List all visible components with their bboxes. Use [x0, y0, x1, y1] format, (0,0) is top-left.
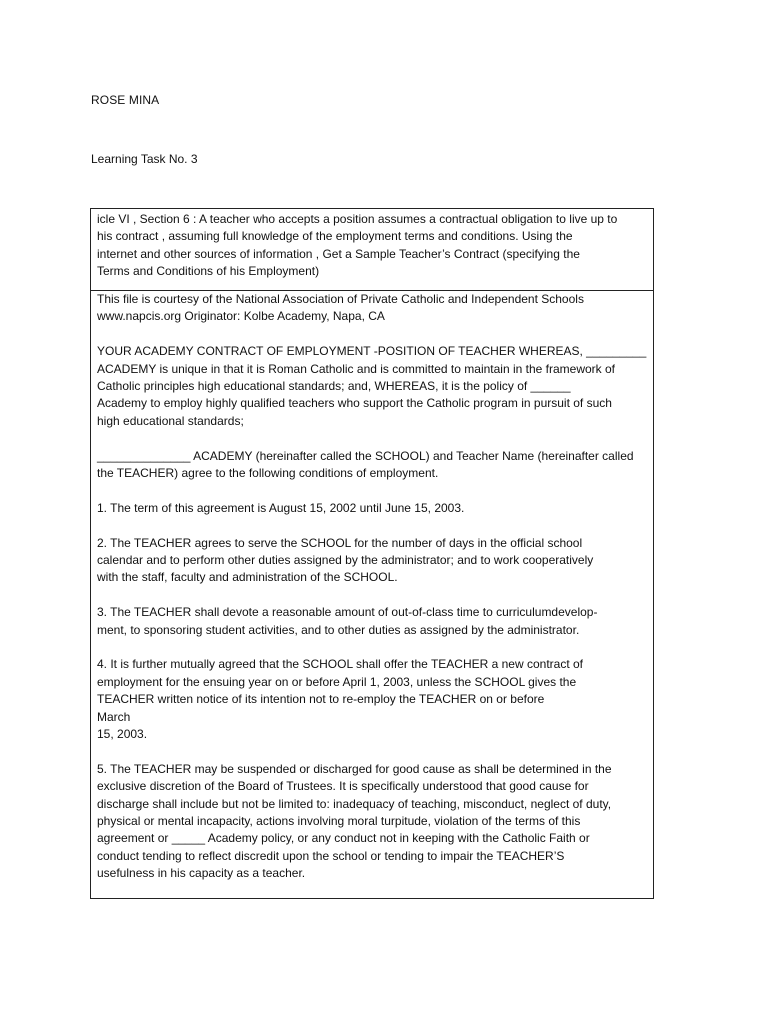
clause-line: 15, 2003. [97, 727, 148, 742]
source-paragraph [97, 291, 647, 326]
parties-paragraph [97, 448, 647, 483]
prompt-line: internet and other sources of information , Get a Sample Teacher’s Contract (specifying the [97, 246, 580, 261]
whereas-line: ACADEMY is unique in that it is Roman Catholic and is committed to maintain in the framework of [97, 361, 616, 376]
clause-line: discharge shall include but not be limited to: inadequacy of teaching, misconduct, neglect of duty, [97, 796, 612, 811]
clause-1 [97, 500, 647, 517]
clause-line: with the staff, faculty and administration of the SCHOOL. [97, 570, 398, 585]
clause-line: 3. The TEACHER shall devote a reasonable amount of out-of-class time to curriculumdevelop- [97, 605, 598, 620]
clause-4 [97, 656, 647, 743]
clause-line: usefulness in his capacity as a teacher. [97, 866, 306, 881]
clause-line: ment, to sponsoring student activities, and to other duties as assigned by the administrator. [97, 622, 580, 637]
clause-line: conduct tending to reflect discredit upon the school or tending to impair the TEACHER’S [97, 848, 565, 863]
prompt-cell [91, 209, 653, 291]
whereas-line: YOUR ACADEMY CONTRACT OF EMPLOYMENT -POSITION OF TEACHER WHEREAS, _________ [97, 344, 647, 359]
assignment-table [90, 208, 654, 899]
task-title: Learning Task No. 3 [91, 152, 198, 166]
clause-line: 1. The term of this agreement is August 15, 2002 until June 15, 2003. [97, 500, 465, 515]
author-name: ROSE MINA [91, 93, 160, 107]
source-line: www.napcis.org Originator: Kolbe Academy, Napa, CA [97, 309, 385, 324]
whereas-paragraph [97, 343, 647, 430]
clause-line: exclusive discretion of the Board of Trustees. It is specifically understood that good cause for [97, 779, 589, 794]
clause-line: calendar and to perform other duties assigned by the administrator; and to work cooperatively [97, 553, 594, 568]
prompt-line: his contract , assuming full knowledge of the employment terms and conditions. Using the [97, 229, 573, 244]
clause-line: employment for the ensuing year on or before April 1, 2003, unless the SCHOOL gives the [97, 674, 577, 689]
clause-line: March [97, 709, 131, 724]
whereas-line: Catholic principles high educational standards; and, WHEREAS, it is the policy of ______ [97, 379, 571, 394]
contract-cell [91, 291, 653, 883]
parties-line: the TEACHER) agree to the following conditions of employment. [97, 466, 439, 481]
source-line: This file is courtesy of the National Association of Private Catholic and Independent Schools [97, 292, 584, 306]
clause-line: 2. The TEACHER agrees to serve the SCHOOL for the number of days in the official school [97, 535, 583, 550]
clause-line: 5. The TEACHER may be suspended or discharged for good cause as shall be determined in the [97, 761, 612, 776]
clause-line: 4. It is further mutually agreed that the SCHOOL shall offer the TEACHER a new contract of [97, 657, 584, 672]
clause-2 [97, 535, 647, 587]
parties-line: ______________ ACADEMY (hereinafter called the SCHOOL) and Teacher Name (hereinafter called [97, 448, 634, 463]
prompt-line: icle VI , Section 6 : A teacher who accepts a position assumes a contractual obligation to live up to [97, 212, 618, 226]
clause-3 [97, 604, 647, 639]
whereas-line: Academy to employ highly qualified teachers who support the Catholic program in pursuit of such [97, 396, 612, 411]
prompt-line: Terms and Conditions of his Employment) [97, 264, 320, 279]
whereas-line: high educational standards; [97, 413, 244, 428]
clause-5 [97, 761, 647, 883]
clause-line: agreement or _____ Academy policy, or any conduct not in keeping with the Catholic Faith or [97, 831, 590, 846]
clause-line: TEACHER written notice of its intention not to re-employ the TEACHER on or before [97, 692, 545, 707]
clause-line: physical or mental incapacity, actions involving moral turpitude, violation of the terms of this [97, 814, 581, 829]
